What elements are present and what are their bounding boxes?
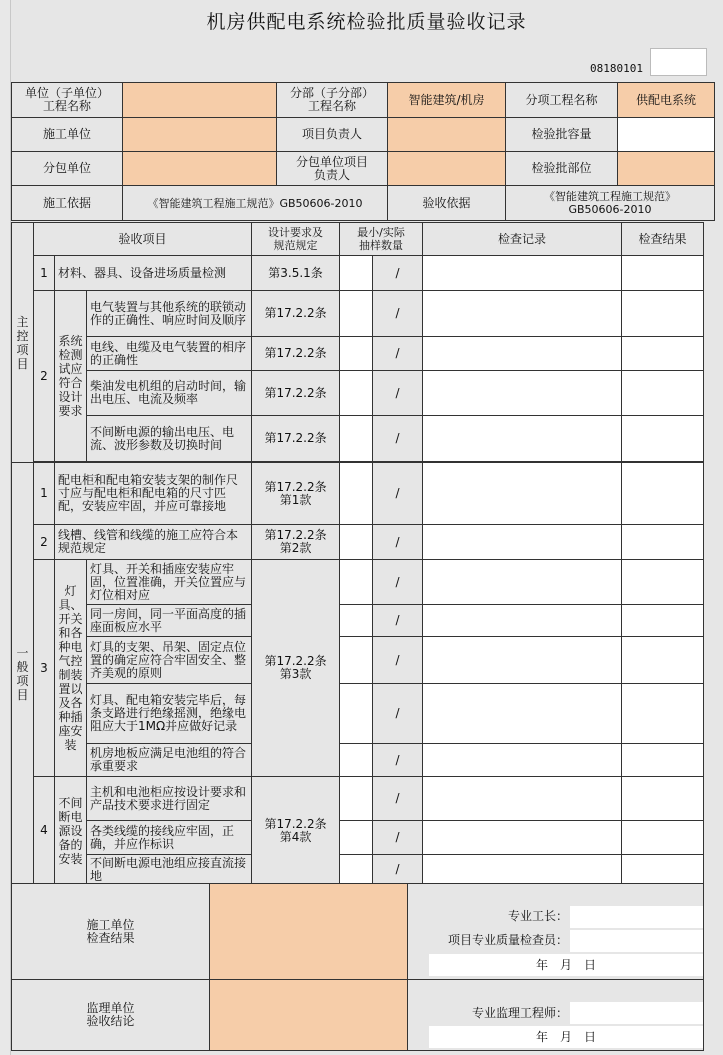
table-row [12, 371, 704, 416]
sample-slash[interactable]: / [373, 744, 423, 777]
acceptance-basis-label: 验收依据 [388, 186, 506, 221]
basis-value[interactable]: 《智能建筑工程施工规范》GB50606-2010 [123, 186, 388, 221]
min-sample-cell[interactable] [340, 463, 373, 525]
record-cell[interactable] [423, 777, 622, 821]
table-row [12, 256, 704, 291]
record-cell[interactable] [423, 637, 622, 684]
sub-pm-value[interactable] [388, 152, 506, 186]
col-item-header: 验收项目 [34, 223, 252, 256]
item-text: 电气装置与其他系统的联锁动作的正确性、响应时间及顺序 [87, 291, 252, 337]
supervisor-date[interactable]: 年 月 日 [429, 1026, 703, 1048]
result-cell[interactable] [622, 463, 704, 525]
batch-location-label: 检验批部位 [506, 152, 618, 186]
result-cell[interactable] [622, 525, 704, 560]
item-text: 灯具、开关和插座安装应牢固，位置准确，开关位置应与灯位相对应 [87, 560, 252, 605]
record-cell[interactable] [423, 605, 622, 637]
page-title: 机房供配电系统检验批质量验收记录 [206, 11, 527, 33]
table-row [12, 337, 704, 371]
result-cell[interactable] [622, 416, 704, 462]
min-sample-cell[interactable] [340, 684, 373, 744]
table-row [12, 855, 704, 885]
min-sample-cell[interactable] [340, 416, 373, 462]
pm-label: 项目负责人 [277, 118, 388, 152]
item-text: 柴油发电机组的启动时间，输出电压、电流及频率 [87, 371, 252, 416]
item-text: 电线、电缆及电气装置的相序的正确性 [87, 337, 252, 371]
supervisor-result-label: 监理单位 验收结论 [12, 980, 210, 1051]
item-text: 灯具的支架、吊架、固定点位置的确定应符合牢固安全、整齐美观的原则 [87, 637, 252, 684]
table-row [12, 463, 704, 525]
batch-location-value[interactable] [618, 152, 715, 186]
sample-slash[interactable]: / [373, 684, 423, 744]
result-cell[interactable] [622, 684, 704, 744]
row-number: 2 [34, 291, 55, 462]
spec-clause: 第17.2.2条 第3款 [252, 560, 340, 777]
min-sample-cell[interactable] [340, 744, 373, 777]
item-text: 材料、器具、设备进场质量检测 [55, 256, 252, 291]
record-cell[interactable] [423, 256, 622, 291]
item-text: 灯具、配电箱安装完毕后，每条支路进行绝缘摇测，绝缘电阻应大于1MΩ并应做好记录 [87, 684, 252, 744]
record-cell[interactable] [423, 337, 622, 371]
min-sample-cell[interactable] [340, 560, 373, 605]
table-row [12, 416, 704, 462]
sub-pm-label: 分包单位项目 负责人 [277, 152, 388, 186]
result-cell[interactable] [622, 371, 704, 416]
row-number: 1 [34, 463, 55, 525]
result-cell[interactable] [622, 777, 704, 821]
result-cell[interactable] [622, 637, 704, 684]
division-value[interactable]: 智能建筑/机房 [388, 83, 506, 118]
item-text: 机房地板应满足电池组的符合承重要求 [87, 744, 252, 777]
contractor-date[interactable]: 年 月 日 [429, 954, 703, 976]
group-label: 系统检测试应符合设计要求 [55, 291, 87, 462]
sample-slash[interactable]: / [373, 821, 423, 855]
table-row [12, 560, 704, 605]
record-cell[interactable] [423, 371, 622, 416]
table-row [12, 684, 704, 744]
record-cell[interactable] [423, 291, 622, 337]
code-cell[interactable] [650, 48, 707, 76]
batch-capacity-label: 检验批容量 [506, 118, 618, 152]
contractor-label: 施工单位 [12, 118, 123, 152]
spec-clause: 第17.2.2条 [252, 337, 340, 371]
signoff-table [11, 883, 704, 1051]
min-sample-cell[interactable] [340, 291, 373, 337]
qc-inspector-label: 项目专业质量检查员： [447, 933, 568, 947]
item-text: 配电柜和配电箱安装支架的制作尺寸应与配电柜和配电箱的尺寸匹配，安装应牢固，并应可靠接地 [55, 463, 252, 525]
result-cell[interactable] [622, 291, 704, 337]
col-record-header: 检查记录 [423, 223, 622, 256]
row-number: 1 [34, 256, 55, 291]
min-sample-cell[interactable] [340, 525, 373, 560]
result-cell[interactable] [622, 256, 704, 291]
contractor-signature-block [408, 884, 704, 980]
sample-slash[interactable]: / [373, 463, 423, 525]
spec-clause: 第17.2.2条 第4款 [252, 777, 340, 885]
sample-slash[interactable]: / [373, 560, 423, 605]
spec-clause: 第3.5.1条 [252, 256, 340, 291]
record-cell[interactable] [423, 684, 622, 744]
subitem-label: 分项工程名称 [506, 83, 618, 118]
min-sample-cell[interactable] [340, 371, 373, 416]
sample-slash[interactable]: / [373, 371, 423, 416]
spec-clause: 第17.2.2条 [252, 416, 340, 462]
table-row [12, 821, 704, 855]
acceptance-basis-value[interactable]: 《智能建筑工程施工规范》 GB50606-2010 [506, 186, 715, 221]
table-row [12, 605, 704, 637]
row-gutter [0, 0, 11, 1055]
result-cell[interactable] [622, 337, 704, 371]
min-sample-cell[interactable] [340, 337, 373, 371]
result-cell[interactable] [622, 855, 704, 885]
sample-slash[interactable]: / [373, 605, 423, 637]
main-control-section: 主控项目 [12, 223, 34, 463]
item-text: 不间断电源电池组应接直流接地 [87, 855, 252, 885]
sample-slash[interactable]: / [373, 855, 423, 885]
table-row [12, 291, 704, 337]
sample-slash[interactable]: / [373, 525, 423, 560]
record-cell[interactable] [423, 525, 622, 560]
contractor-value[interactable] [123, 118, 277, 152]
group-label: 不间断电源设备的安装 [55, 777, 87, 885]
subitem-value[interactable]: 供配电系统 [618, 83, 715, 118]
result-cell[interactable] [622, 560, 704, 605]
col-spec-header: 设计要求及 规范规定 [252, 223, 340, 256]
min-sample-cell[interactable] [340, 777, 373, 821]
contractor-result-label: 施工单位 检查结果 [12, 884, 210, 980]
supervisor-result-value[interactable] [210, 980, 408, 1051]
result-cell[interactable] [622, 605, 704, 637]
table-row [12, 777, 704, 821]
record-cell[interactable] [423, 560, 622, 605]
record-cell[interactable] [423, 463, 622, 525]
subcontractor-label: 分包单位 [12, 152, 123, 186]
min-sample-cell[interactable] [340, 256, 373, 291]
spec-clause: 第17.2.2条 [252, 371, 340, 416]
spec-clause: 第17.2.2条 [252, 291, 340, 337]
division-label: 分部（子分部） 工程名称 [277, 83, 388, 118]
supervision-engineer-label: 专业监理工程师： [471, 1006, 568, 1020]
table-row [12, 637, 704, 684]
item-text: 不间断电源的输出电压、电流、波形参数及切换时间 [87, 416, 252, 462]
row-number: 4 [34, 777, 55, 885]
sample-slash[interactable]: / [373, 256, 423, 291]
result-cell[interactable] [622, 744, 704, 777]
foreman-label: 专业工长： [507, 909, 568, 923]
col-result-header: 检查结果 [622, 223, 704, 256]
record-cell[interactable] [423, 855, 622, 885]
result-cell[interactable] [622, 821, 704, 855]
sample-slash[interactable]: / [373, 337, 423, 371]
item-text: 线槽、线管和线缆的施工应符合本规范规定 [55, 525, 252, 560]
min-sample-cell[interactable] [340, 855, 373, 885]
table-row [12, 744, 704, 777]
supervisor-signature-block [408, 980, 704, 1051]
spec-clause: 第17.2.2条 第1款 [252, 463, 340, 525]
items-table [11, 222, 704, 885]
item-text: 同一房间，同一平面高度的插座面板应水平 [87, 605, 252, 637]
qc-inspector-field[interactable] [570, 930, 703, 952]
basis-label: 施工依据 [12, 186, 123, 221]
row-number: 2 [34, 525, 55, 560]
general-section: 一般项目 [12, 463, 34, 885]
contractor-result-value[interactable] [210, 884, 408, 980]
spec-clause: 第17.2.2条 第2款 [252, 525, 340, 560]
unit-value[interactable] [123, 83, 277, 118]
header-table [11, 82, 715, 221]
foreman-field[interactable] [570, 906, 703, 928]
min-sample-cell[interactable] [340, 821, 373, 855]
col-sample-header: 最小/实际 抽样数量 [340, 223, 423, 256]
record-cell[interactable] [423, 416, 622, 462]
record-cell[interactable] [423, 744, 622, 777]
table-row [12, 525, 704, 560]
batch-capacity-value[interactable] [618, 118, 715, 152]
pm-value[interactable] [388, 118, 506, 152]
item-text: 各类线缆的接线应牢固，正确，并应作标识 [87, 821, 252, 855]
item-text: 主机和电池柜应按设计要求和产品技术要求进行固定 [87, 777, 252, 821]
min-sample-cell[interactable] [340, 637, 373, 684]
unit-label: 单位（子单位） 工程名称 [12, 83, 123, 118]
row-number: 3 [34, 560, 55, 777]
form-code: 08180101 [590, 62, 643, 75]
group-label: 灯具、开关和各种电气控制装置以及各种插座安装 [55, 560, 87, 777]
supervision-engineer-field[interactable] [570, 1002, 703, 1024]
sample-slash[interactable]: / [373, 777, 423, 821]
sample-slash[interactable]: / [373, 291, 423, 337]
subcontractor-value[interactable] [123, 152, 277, 186]
sample-slash[interactable]: / [373, 637, 423, 684]
record-cell[interactable] [423, 821, 622, 855]
min-sample-cell[interactable] [340, 605, 373, 637]
sample-slash[interactable]: / [373, 416, 423, 462]
